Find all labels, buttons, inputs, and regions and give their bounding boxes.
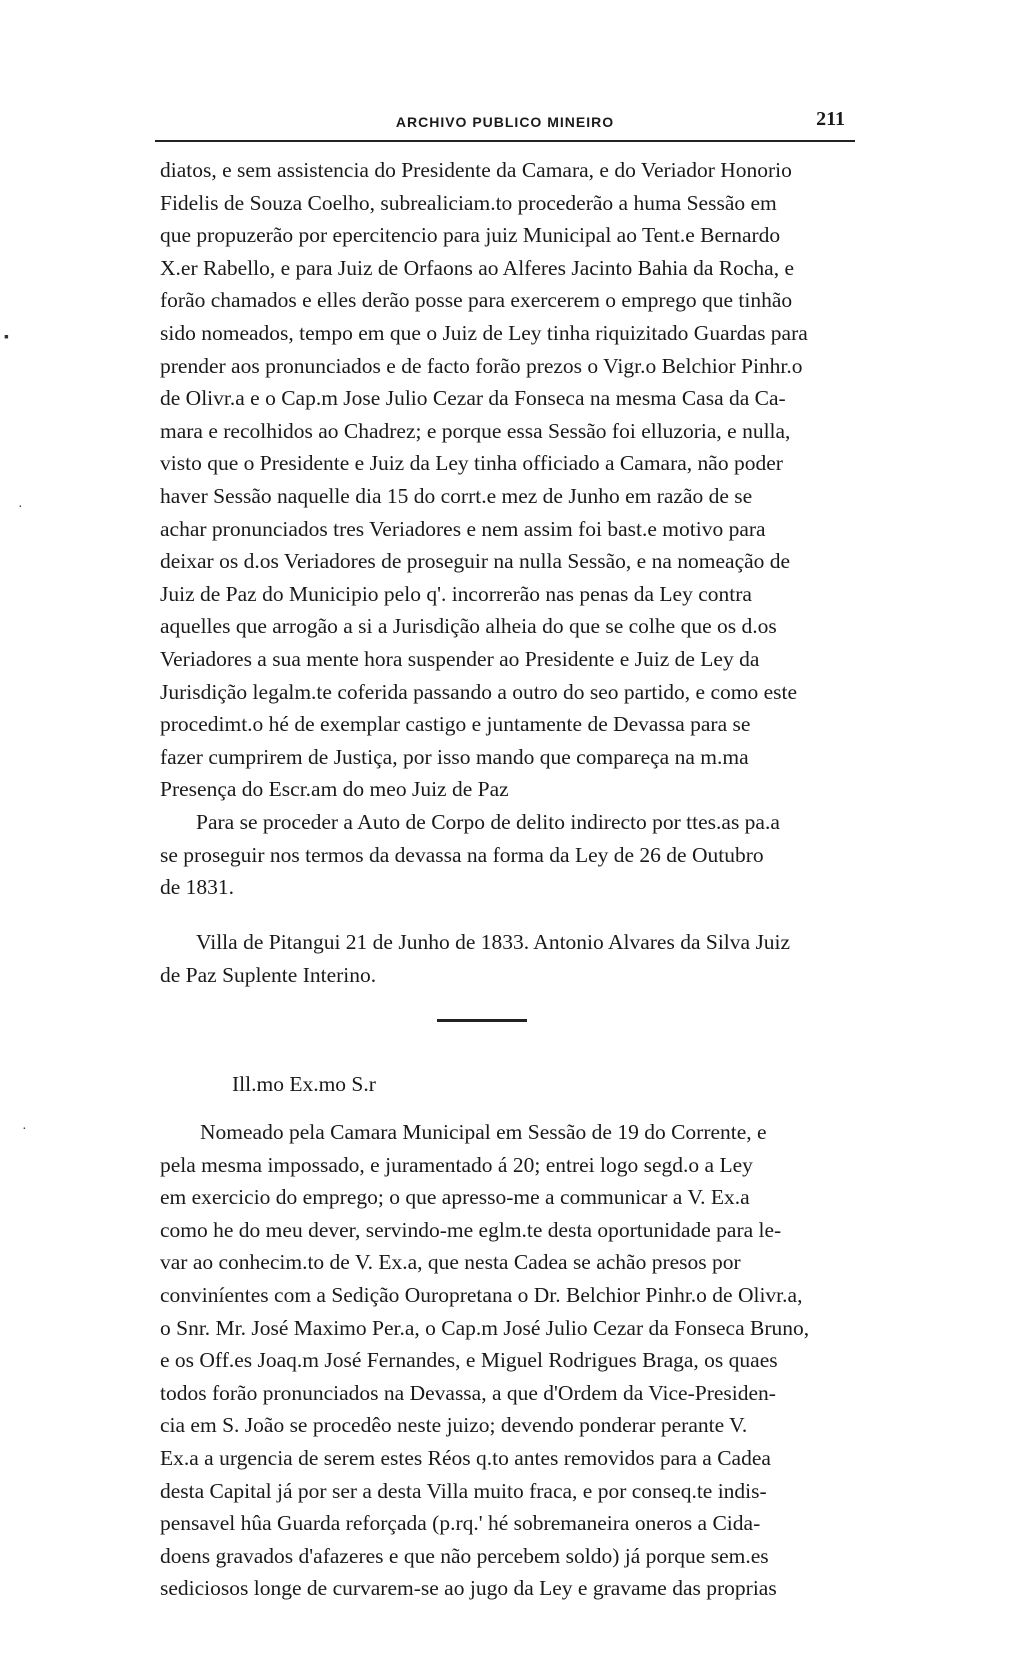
text-line: Jurisdição legalm.te coferida passando a outro do seo partido, e como este [160, 679, 798, 704]
text-line: de 1831. [160, 875, 235, 900]
text-line: como he do meu dever, servindo-me eglm.te desta oportunidade para le- [160, 1217, 782, 1242]
letter-salutation: Ill.mo Ex.mo S.r [232, 1072, 376, 1096]
text-line: todos forão pronunciados na Devassa, a que d'Ordem da Vice-Presiden- [160, 1380, 776, 1405]
text-line: fazer cumprirem de Justiça, por isso mando que compareça na m.ma [160, 744, 749, 769]
text-line: diatos, e sem assistencia do Presidente da Camara, e do Veriador Honorio [160, 158, 792, 182]
text-line: achar pronunciados tres Veriadores e nem assim foi bast.e motivo para [160, 516, 766, 541]
page-number: 211 [816, 108, 845, 130]
text-line: se proseguir nos termos da devassa na forma da Ley de 26 de Outubro [160, 842, 764, 867]
text-line: aquelles que arrogão a si a Jurisdição alheia do que se colhe que os d.os [160, 614, 777, 639]
text-line: que propuzerão por epercitencio para juiz Municipal ao Tent.e Bernardo [160, 223, 781, 248]
text-line: desta Capital já por ser a desta Villa muito fraca, e por conseq.te indis- [160, 1478, 767, 1503]
text-line: forão chamados e elles derão posse para exercerem o emprego que tinhão [160, 288, 793, 313]
text-line: Presença do Escr.am do meo Juiz de Paz [160, 777, 509, 802]
text-line: Veriadores a sua mente hora suspender ao Presidente e Juiz de Ley da [160, 646, 760, 671]
text-line: procedimt.o hé de exemplar castigo e juntamente de Devassa para se [160, 712, 751, 737]
margin-mark: ▪ [4, 330, 9, 345]
text-line: var ao conhecim.to de V. Ex.a, que nesta Cadea se achão presos por [160, 1250, 741, 1275]
running-title: ARCHIVO PUBLICO MINEIRO [395, 114, 615, 130]
paragraph-2 [160, 806, 850, 904]
text-line: doens gravados d'afazeres e que não percebem soldo) já porque sem.es [160, 1543, 769, 1568]
paragraph-1 [160, 154, 850, 806]
text-line: Para se proceder a Auto de Corpo de delito indirecto por ttes.as pa.a [196, 810, 780, 834]
text-line: em exercicio do emprego; o que apresso-me a communicar a V. Ex.a [160, 1185, 750, 1210]
text-line: de Paz Suplente Interino. [160, 962, 377, 987]
paragraph-3 [160, 926, 850, 991]
text-line: prender aos pronunciados e de facto forão prezos o Vigr.o Belchior Pinhr.o [160, 353, 803, 378]
text-line: cia em S. João se procedêo neste juizo; devendo ponderar perante V. [160, 1413, 748, 1438]
text-line: Juiz de Paz do Municipio pelo q'. incorrerão nas penas da Ley contra [160, 581, 752, 606]
text-line: o Snr. Mr. José Maximo Per.a, o Cap.m José Julio Cezar da Fonseca Bruno, [160, 1315, 810, 1340]
text-line: Ex.a a urgencia de serem estes Réos q.to antes removidos para a Cadea [160, 1445, 771, 1470]
text-line: mara e recolhidos ao Chadrez; e porque essa Sessão foi elluzoria, e nulla, [160, 418, 791, 443]
text-line: sido nomeados, tempo em que o Juiz de Ley tinha riquizitado Guardas para [160, 320, 808, 345]
running-header [155, 108, 855, 138]
text-line: Fidelis de Souza Coelho, subrealiciam.to procederão a huma Sessão em [160, 190, 777, 215]
text-line: e os Off.es Joaq.m José Fernandes, e Miguel Rodrigues Braga, os quaes [160, 1348, 778, 1373]
margin-mark: · [22, 1122, 27, 1137]
letter-body [160, 1116, 850, 1605]
text-line: Villa de Pitangui 21 de Junho de 1833. Antonio Alvares da Silva Juiz [196, 930, 791, 954]
text-line: X.er Rabello, e para Juiz de Orfaons ao Alferes Jacinto Bahia da Rocha, e [160, 255, 795, 280]
margin-mark: · [18, 500, 23, 515]
text-line: pensavel hûa Guarda reforçada (p.rq.' hé sobremaneira oneros a Cida- [160, 1511, 761, 1536]
section-divider [437, 1019, 527, 1022]
text-line: conviníentes com a Sedição Ouropretana o Dr. Belchior Pinhr.o de Olivr.a, [160, 1282, 803, 1307]
text-line: pela mesma impossado, e juramentado á 20; entrei logo segd.o a Ley [160, 1152, 753, 1177]
header-rule [155, 140, 855, 142]
text-line: de Olivr.a e o Cap.m Jose Julio Cezar da Fonseca na mesma Casa da Ca- [160, 386, 786, 411]
text-line: visto que o Presidente e Juiz da Ley tinha officiado a Camara, não poder [160, 451, 783, 476]
text-line: Nomeado pela Camara Municipal em Sessão de 19 do Corrente, e [200, 1120, 767, 1144]
text-line: sediciosos longe de curvarem-se ao jugo da Ley e gravame das proprias [160, 1576, 777, 1601]
text-line: deixar os d.os Veriadores de proseguir na nulla Sessão, e na nomeação de [160, 549, 791, 574]
text-line: haver Sessão naquelle dia 15 do corrt.e mez de Junho em razão de se [160, 483, 753, 508]
